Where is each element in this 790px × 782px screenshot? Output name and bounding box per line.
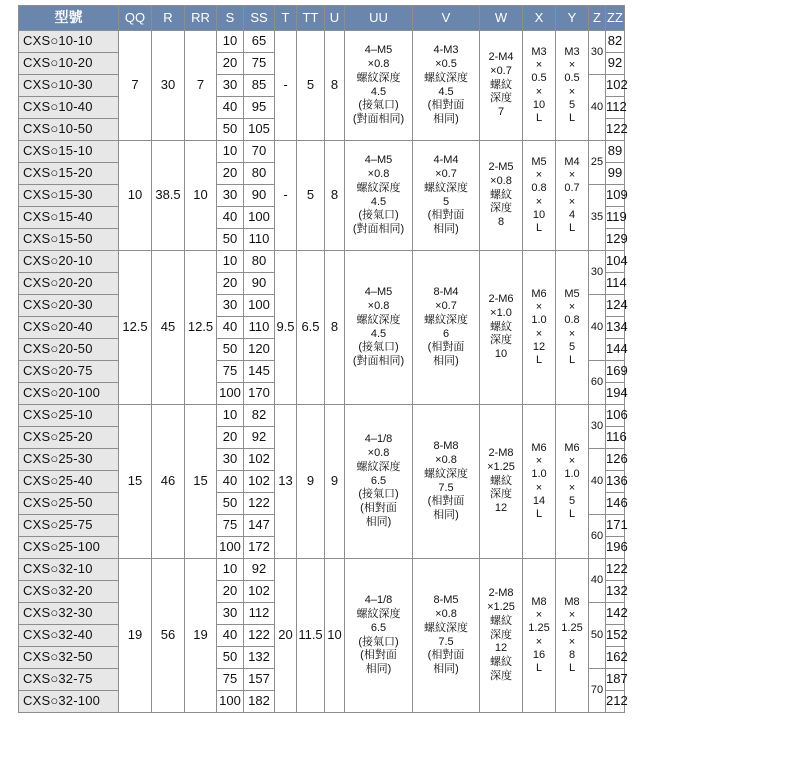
ss-cell: 102 — [244, 449, 275, 471]
rr-cell: 10 — [185, 141, 217, 251]
zz-cell: 124 — [606, 295, 625, 317]
v-cell: 8-M8 ×0.8 螺紋深度 7.5 (相對面 相同) — [413, 405, 480, 559]
model-cell: CXS○32-40 — [19, 625, 119, 647]
ss-cell: 70 — [244, 141, 275, 163]
zz-cell: 194 — [606, 383, 625, 405]
model-cell: CXS○10-40 — [19, 97, 119, 119]
z-cell: 30 — [589, 31, 606, 75]
s-cell: 20 — [217, 581, 244, 603]
s-cell: 10 — [217, 251, 244, 273]
ss-cell: 100 — [244, 207, 275, 229]
z-cell: 40 — [589, 295, 606, 361]
header-t: T — [275, 6, 297, 31]
t-cell: - — [275, 141, 297, 251]
u-cell: 9 — [325, 405, 345, 559]
ss-cell: 90 — [244, 273, 275, 295]
model-cell: CXS○20-20 — [19, 273, 119, 295]
ss-cell: 92 — [244, 427, 275, 449]
ss-cell: 120 — [244, 339, 275, 361]
zz-cell: 196 — [606, 537, 625, 559]
s-cell: 40 — [217, 471, 244, 493]
uu-cell: 4–M5 ×0.8 螺紋深度 4.5 (接氣口) (對面相同) — [345, 31, 413, 141]
header-row — [19, 6, 625, 31]
ss-cell: 110 — [244, 229, 275, 251]
model-cell: CXS○20-40 — [19, 317, 119, 339]
table-row — [19, 31, 625, 53]
model-cell: CXS○15-50 — [19, 229, 119, 251]
x-cell: M3 × 0.5 × 10 L — [523, 31, 556, 141]
ss-cell: 122 — [244, 625, 275, 647]
model-cell: CXS○20-10 — [19, 251, 119, 273]
qq-cell: 7 — [119, 31, 152, 141]
zz-cell: 109 — [606, 185, 625, 207]
z-cell: 60 — [589, 361, 606, 405]
x-cell: M6 × 1.0 × 14 L — [523, 405, 556, 559]
model-cell: CXS○20-100 — [19, 383, 119, 405]
u-cell: 10 — [325, 559, 345, 713]
model-cell: CXS○10-20 — [19, 53, 119, 75]
z-cell: 40 — [589, 559, 606, 603]
header-y: Y — [556, 6, 589, 31]
zz-cell: 116 — [606, 427, 625, 449]
ss-cell: 172 — [244, 537, 275, 559]
s-cell: 30 — [217, 75, 244, 97]
ss-cell: 132 — [244, 647, 275, 669]
ss-cell: 145 — [244, 361, 275, 383]
qq-cell: 15 — [119, 405, 152, 559]
model-cell: CXS○10-50 — [19, 119, 119, 141]
x-cell: M8 × 1.25 × 16 L — [523, 559, 556, 713]
model-cell: CXS○32-10 — [19, 559, 119, 581]
ss-cell: 182 — [244, 691, 275, 713]
v-cell: 4-M3 ×0.5 螺紋深度 4.5 (相對面 相同) — [413, 31, 480, 141]
header-z: Z — [589, 6, 606, 31]
ss-cell: 147 — [244, 515, 275, 537]
s-cell: 75 — [217, 669, 244, 691]
s-cell: 75 — [217, 515, 244, 537]
table-row — [19, 559, 625, 581]
ss-cell: 90 — [244, 185, 275, 207]
qq-cell: 10 — [119, 141, 152, 251]
model-cell: CXS○20-75 — [19, 361, 119, 383]
s-cell: 10 — [217, 141, 244, 163]
uu-cell: 4–1/8 螺紋深度 6.5 (接氣口) (相對面 相同) — [345, 559, 413, 713]
ss-cell: 110 — [244, 317, 275, 339]
ss-cell: 80 — [244, 163, 275, 185]
ss-cell: 112 — [244, 603, 275, 625]
w-cell: 2-M4 ×0.7 螺紋 深度 7 — [480, 31, 523, 141]
model-cell: CXS○25-100 — [19, 537, 119, 559]
model-cell: CXS○15-20 — [19, 163, 119, 185]
header-tt: TT — [297, 6, 325, 31]
r-cell: 38.5 — [152, 141, 185, 251]
model-cell: CXS○20-50 — [19, 339, 119, 361]
ss-cell: 95 — [244, 97, 275, 119]
y-cell: M8 × 1.25 × 8 L — [556, 559, 589, 713]
w-cell: 2-M6 ×1.0 螺紋 深度 10 — [480, 251, 523, 405]
model-cell: CXS○25-30 — [19, 449, 119, 471]
ss-cell: 105 — [244, 119, 275, 141]
zz-cell: 122 — [606, 559, 625, 581]
r-cell: 45 — [152, 251, 185, 405]
z-cell: 25 — [589, 141, 606, 185]
header-w: W — [480, 6, 523, 31]
header-u: U — [325, 6, 345, 31]
spec-table — [18, 5, 628, 713]
zz-cell: 122 — [606, 119, 625, 141]
uu-cell: 4–M5 ×0.8 螺紋深度 4.5 (接氣口) (對面相同) — [345, 141, 413, 251]
z-cell: 35 — [589, 185, 606, 251]
s-cell: 100 — [217, 691, 244, 713]
model-cell: CXS○20-30 — [19, 295, 119, 317]
x-cell: M6 × 1.0 × 12 L — [523, 251, 556, 405]
s-cell: 50 — [217, 493, 244, 515]
ss-cell: 122 — [244, 493, 275, 515]
model-cell: CXS○15-30 — [19, 185, 119, 207]
t-cell: - — [275, 31, 297, 141]
zz-cell: 134 — [606, 317, 625, 339]
u-cell: 8 — [325, 251, 345, 405]
t-cell: 13 — [275, 405, 297, 559]
r-cell: 46 — [152, 405, 185, 559]
model-cell: CXS○25-75 — [19, 515, 119, 537]
v-cell: 8-M4 ×0.7 螺紋深度 6 (相對面 相同) — [413, 251, 480, 405]
model-cell: CXS○32-20 — [19, 581, 119, 603]
zz-cell: 102 — [606, 75, 625, 97]
header-ss: SS — [244, 6, 275, 31]
s-cell: 40 — [217, 625, 244, 647]
ss-cell: 102 — [244, 581, 275, 603]
zz-cell: 187 — [606, 669, 625, 691]
ss-cell: 92 — [244, 559, 275, 581]
table-row — [19, 141, 625, 163]
s-cell: 50 — [217, 647, 244, 669]
rr-cell: 19 — [185, 559, 217, 713]
table-row — [19, 251, 625, 273]
s-cell: 50 — [217, 229, 244, 251]
w-cell: 2-M8 ×1.25 螺紋 深度 12 螺紋 深度 — [480, 559, 523, 713]
s-cell: 100 — [217, 537, 244, 559]
zz-cell: 92 — [606, 53, 625, 75]
s-cell: 30 — [217, 185, 244, 207]
s-cell: 20 — [217, 163, 244, 185]
zz-cell: 129 — [606, 229, 625, 251]
zz-cell: 146 — [606, 493, 625, 515]
ss-cell: 170 — [244, 383, 275, 405]
ss-cell: 100 — [244, 295, 275, 317]
zz-cell: 171 — [606, 515, 625, 537]
qq-cell: 19 — [119, 559, 152, 713]
zz-cell: 212 — [606, 691, 625, 713]
zz-cell: 126 — [606, 449, 625, 471]
s-cell: 10 — [217, 405, 244, 427]
z-cell: 60 — [589, 515, 606, 559]
s-cell: 100 — [217, 383, 244, 405]
zz-cell: 169 — [606, 361, 625, 383]
v-cell: 4-M4 ×0.7 螺紋深度 5 (相對面 相同) — [413, 141, 480, 251]
zz-cell: 162 — [606, 647, 625, 669]
model-cell: CXS○15-10 — [19, 141, 119, 163]
z-cell: 40 — [589, 75, 606, 141]
s-cell: 40 — [217, 317, 244, 339]
model-cell: CXS○25-20 — [19, 427, 119, 449]
tt-cell: 5 — [297, 141, 325, 251]
header-qq: QQ — [119, 6, 152, 31]
tt-cell: 5 — [297, 31, 325, 141]
header-x: X — [523, 6, 556, 31]
zz-cell: 82 — [606, 31, 625, 53]
v-cell: 8-M5 ×0.8 螺紋深度 7.5 (相對面 相同) — [413, 559, 480, 713]
s-cell: 40 — [217, 97, 244, 119]
y-cell: M4 × 0.7 × 4 L — [556, 141, 589, 251]
z-cell: 40 — [589, 449, 606, 515]
y-cell: M5 × 0.8 × 5 L — [556, 251, 589, 405]
header-v: V — [413, 6, 480, 31]
ss-cell: 157 — [244, 669, 275, 691]
uu-cell: 4–M5 ×0.8 螺紋深度 4.5 (接氣口) (對面相同) — [345, 251, 413, 405]
qq-cell: 12.5 — [119, 251, 152, 405]
uu-cell: 4–1/8 ×0.8 螺紋深度 6.5 (接氣口) (相對面 相同) — [345, 405, 413, 559]
s-cell: 20 — [217, 53, 244, 75]
u-cell: 8 — [325, 141, 345, 251]
model-cell: CXS○25-50 — [19, 493, 119, 515]
t-cell: 9.5 — [275, 251, 297, 405]
z-cell: 50 — [589, 603, 606, 669]
header-rr: RR — [185, 6, 217, 31]
rr-cell: 12.5 — [185, 251, 217, 405]
rr-cell: 7 — [185, 31, 217, 141]
zz-cell: 132 — [606, 581, 625, 603]
s-cell: 30 — [217, 449, 244, 471]
r-cell: 30 — [152, 31, 185, 141]
header-uu: UU — [345, 6, 413, 31]
zz-cell: 142 — [606, 603, 625, 625]
ss-cell: 80 — [244, 251, 275, 273]
s-cell: 10 — [217, 559, 244, 581]
header-s: S — [217, 6, 244, 31]
zz-cell: 89 — [606, 141, 625, 163]
s-cell: 20 — [217, 427, 244, 449]
model-cell: CXS○15-40 — [19, 207, 119, 229]
header-model: 型號 — [19, 6, 119, 31]
x-cell: M5 × 0.8 × 10 L — [523, 141, 556, 251]
t-cell: 20 — [275, 559, 297, 713]
zz-cell: 144 — [606, 339, 625, 361]
tt-cell: 11.5 — [297, 559, 325, 713]
ss-cell: 75 — [244, 53, 275, 75]
model-cell: CXS○32-30 — [19, 603, 119, 625]
spec-body — [19, 31, 628, 713]
ss-cell: 85 — [244, 75, 275, 97]
model-cell: CXS○32-75 — [19, 669, 119, 691]
r-cell: 56 — [152, 559, 185, 713]
tt-cell: 9 — [297, 405, 325, 559]
w-cell: 2-M8 ×1.25 螺紋 深度 12 — [480, 405, 523, 559]
s-cell: 20 — [217, 273, 244, 295]
s-cell: 75 — [217, 361, 244, 383]
table-row — [19, 405, 625, 427]
s-cell: 40 — [217, 207, 244, 229]
s-cell: 50 — [217, 119, 244, 141]
tt-cell: 6.5 — [297, 251, 325, 405]
s-cell: 50 — [217, 339, 244, 361]
header-r: R — [152, 6, 185, 31]
model-cell: CXS○25-10 — [19, 405, 119, 427]
rr-cell: 15 — [185, 405, 217, 559]
zz-cell: 114 — [606, 273, 625, 295]
zz-cell: 152 — [606, 625, 625, 647]
z-cell: 30 — [589, 251, 606, 295]
zz-cell: 106 — [606, 405, 625, 427]
model-cell: CXS○32-100 — [19, 691, 119, 713]
z-cell: 70 — [589, 669, 606, 713]
zz-cell: 136 — [606, 471, 625, 493]
u-cell: 8 — [325, 31, 345, 141]
header-zz: ZZ — [606, 6, 625, 31]
model-cell: CXS○10-30 — [19, 75, 119, 97]
s-cell: 30 — [217, 603, 244, 625]
zz-cell: 119 — [606, 207, 625, 229]
ss-cell: 102 — [244, 471, 275, 493]
model-cell: CXS○25-40 — [19, 471, 119, 493]
s-cell: 10 — [217, 31, 244, 53]
zz-cell: 99 — [606, 163, 625, 185]
y-cell: M3 × 0.5 × 5 L — [556, 31, 589, 141]
ss-cell: 65 — [244, 31, 275, 53]
s-cell: 30 — [217, 295, 244, 317]
model-cell: CXS○10-10 — [19, 31, 119, 53]
model-cell: CXS○32-50 — [19, 647, 119, 669]
y-cell: M6 × 1.0 × 5 L — [556, 405, 589, 559]
z-cell: 30 — [589, 405, 606, 449]
w-cell: 2-M5 ×0.8 螺紋 深度 8 — [480, 141, 523, 251]
ss-cell: 82 — [244, 405, 275, 427]
zz-cell: 104 — [606, 251, 625, 273]
zz-cell: 112 — [606, 97, 625, 119]
